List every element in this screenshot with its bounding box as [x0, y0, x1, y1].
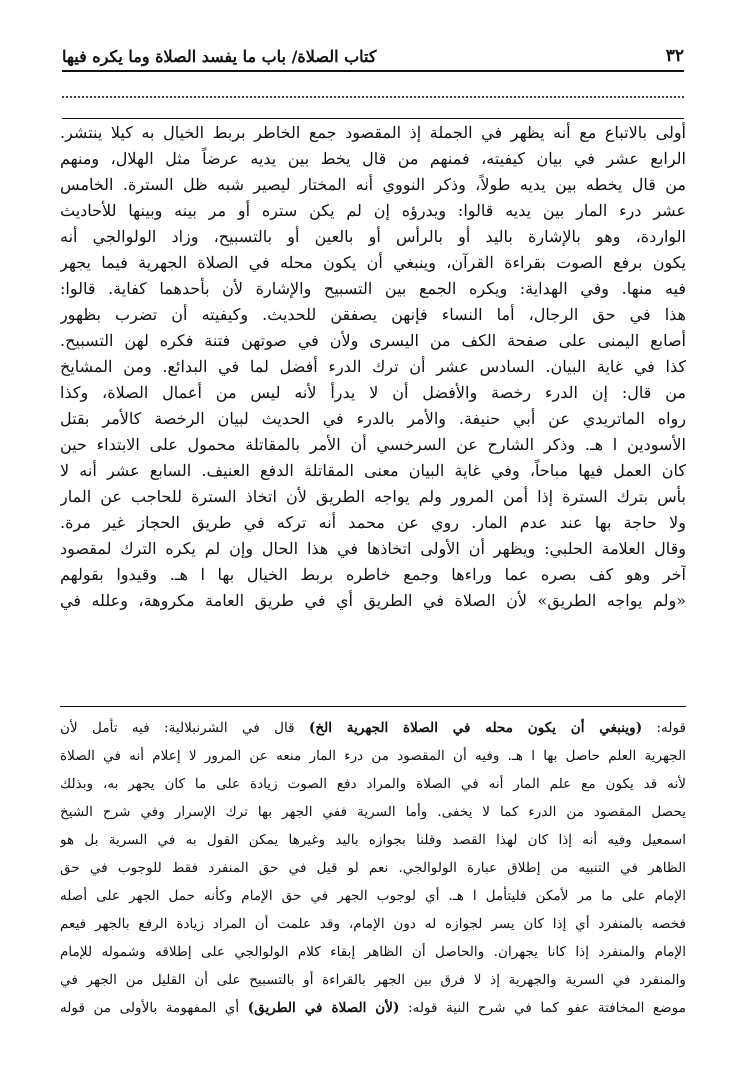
text-line: أولى بالاتباع مع أنه يظهر في الجملة إذ المقصود جمع الخاطر بربط الخيال به كيلا ينتشر.: [60, 123, 686, 142]
text-line: آخر وهو كف بصره عما وراءها وجمع خاطره بربط الخيال بها ا هـ. وقيدوا بقولهم: [60, 565, 686, 584]
commentary-lemma: (وينبغي أن يكون محله في الصلاة الجهرية الخ): [308, 720, 643, 736]
text-line: يكون برفع الصوت بقراءة القرآن، وينبغي أن يكون محله في الصلاة الجهرية فيما يجهر: [60, 253, 686, 272]
commentary-line: الإمام والمنفرد إذا كانا يجهران. والحاصل أن الظاهر إبقاء كلام الولوالجي على إطلاقه وشموله للإمام: [60, 944, 686, 960]
running-header: [62, 40, 684, 72]
dotted-separator: [62, 96, 684, 98]
commentary-line: اسمعيل وفيه أنه إذا كان لهذا القصد وقلنا بجوازه باليد وغيرها يمكن القول به في السرية بل هو: [60, 832, 686, 848]
commentary-line: والمنفرد في السرية والجهرية إذ لا فرق بين الجهر بالقراءة أو بالتسبيح على أن القليل من الجهر في: [60, 972, 686, 988]
footnote-separator: [60, 706, 686, 707]
text-line: من قال: إن الدرء رخصة والأفضل أن لا يدرأ لأنه ليس من أعمال الصلاة، وكذا: [60, 383, 686, 402]
text-line: كذا في غاية البيان. السادس عشر أن ترك الدرء أفضل لما في البدائع. ومن المشايخ: [60, 357, 686, 376]
text-line: ولا حاجة بها عند عدم المار. روي عن محمد أنه تركه في طريق الحجاز غير مرة.: [60, 513, 686, 532]
text-line: أصابع اليمنى على صفحة الكف من اليسرى ولأن في صوتهن فتنة فكره لهن التسبيح.: [60, 331, 686, 350]
text-line: بأس بترك السترة إذا أمن المرور ولم يواجه الطريق لأن اتخاذ السترة للحاجب عن المار: [60, 487, 686, 506]
top-rule: [62, 118, 684, 119]
page-number: ٣٢: [665, 46, 684, 66]
text-line: من قال يخطه بين يديه طولاً، وذكر النووي أنه المختار ليصير شبه ظل السترة. الخامس: [60, 175, 686, 194]
commentary-lemma: (لأن الصلاة في الطريق): [247, 1000, 400, 1016]
text-line: رواه الماتريدي عن أبي حنيفة. والأمر بالدرء في الحديث لبيان الرخصة كالأمر بقتل: [60, 409, 686, 428]
commentary-line: موضع المخافتة عفو كما في شرح النية قوله: (لأن الصلاة في الطريق) أي المفهومة بالأولى من قوله: [60, 1000, 686, 1016]
commentary-line: فخصه بالمنفرد أي إذا كان يسر لجوازه له دون الإمام، وقد علمت أن المراد زيادة الرفع بالجهر فيعم: [60, 916, 686, 932]
commentary-line: الإمام على ما مر لأمكن فليتأمل ا هـ. أي لوجوب الجهر في حق الإمام وكأنه حمل الجهر على أصله: [60, 888, 686, 904]
commentary-block: [60, 714, 686, 1022]
text-line: الأسودين ا هـ. وذكر الشارح عن السرخسي أن الأمر بالمقاتلة محمول على الابتداء حين: [60, 435, 686, 454]
chapter-title: كتاب الصلاة/ باب ما يفسد الصلاة وما يكره فيها: [62, 47, 377, 66]
text-line: فيه منها. وفي الهداية: ويكره الجمع بين التسبيح والإشارة لأن بأحدهما كفاية. قالوا:: [60, 279, 686, 298]
commentary-line: الجهرية العلم حاصل بها ا هـ. وفيه أن المقصود من درء المار منعه عن المرور لا إعلام أنه في الصلاة: [60, 748, 686, 764]
commentary-line: لأنه قد يكون مع علم المار أنه في الصلاة والمراد دفع الصوت زيادة على ما كان يجهر به، وبذلك: [60, 776, 686, 792]
text-line: وقال العلامة الحلبي: ويظهر أن الأولى اتخاذها في هذا الحال وإن لم يكره الترك لمقصود: [60, 539, 686, 558]
commentary-line: يحصل المقصود من الدرء كما لا يخفى. وأما السرية ففي الجهر بها ترك الإسرار وفي شرح الشيخ: [60, 804, 686, 820]
text-line: الرابع عشر في بيان كيفيته، فمنهم من قال يخط بين يديه عرضاً مثل الهلال، ومنهم: [60, 149, 686, 168]
text-line: هذا في حق الرجال، أما النساء فإنهن يصفقن للحديث. وكيفيته أن تضرب بظهور: [60, 305, 686, 324]
text-line: عشر درء المار بين يديه قالوا: ويدرؤه إن لم يكن ستره أو مر بينه وبينها للأحاديث: [60, 201, 686, 220]
main-text-block: [60, 120, 686, 614]
text-line: كان العمل فيها مباحاً، وفي غاية البيان معنى المقاتلة الدفع العنيف. السابع عشر أنه لا: [60, 461, 686, 480]
commentary-line: قوله: (وينبغي أن يكون محله في الصلاة الجهرية الخ) قال في الشرنبلالية: فيه تأمل لأن: [60, 720, 686, 736]
text-line: الواردة، وهو بالإشارة باليد أو بالرأس أو بالعين أو بالتسبيح، وزاد الولوالجي أنه: [60, 227, 686, 246]
text-line: «ولم يواجه الطريق» لأن الصلاة في الطريق أي في طريق العامة مكروهة، وعلله في: [60, 591, 686, 610]
commentary-line: الظاهر في التنبيه من إطلاق عبارة الولوالجي. نعم لو قيل في حق المنفرد فقط للوجوب في حق: [60, 860, 686, 876]
